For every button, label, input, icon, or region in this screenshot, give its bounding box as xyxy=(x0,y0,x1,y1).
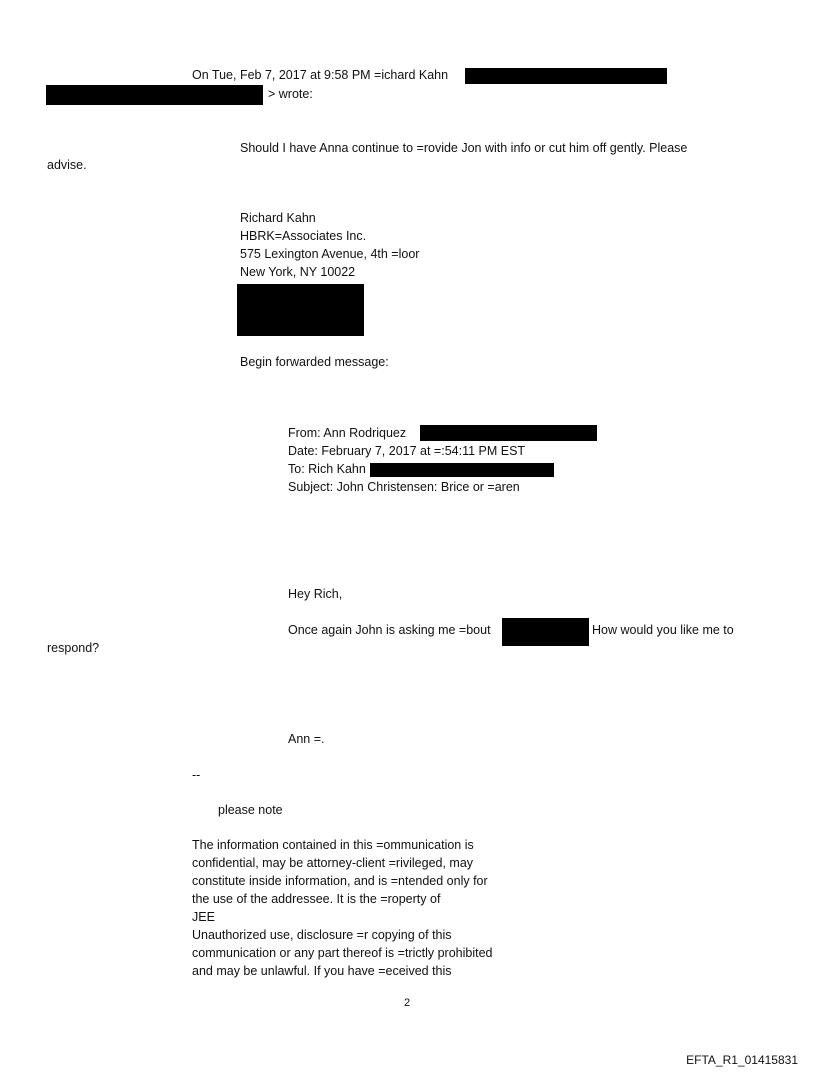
page-number: 2 xyxy=(404,997,411,1009)
disclaimer-line: communication or any part thereof is =trictly prohibited xyxy=(192,946,493,960)
forwarded-label: Begin forwarded message: xyxy=(240,355,389,369)
disclaimer-line: confidential, may be attorney-client =rivileged, may xyxy=(192,856,474,870)
disclaimer-line: constitute inside information, and is =ntended only for xyxy=(192,874,488,888)
redaction-box xyxy=(465,68,667,84)
disclaimer-line: and may be unlawful. If you have =eceived this xyxy=(192,964,452,978)
signature-address: 575 Lexington Avenue, 4th =loor xyxy=(240,247,420,261)
forward-greeting: Hey Rich, xyxy=(288,587,343,601)
forward-message-wrap: respond? xyxy=(47,641,100,655)
disclaimer-line: the use of the addressee. It is the =roperty of xyxy=(192,892,441,906)
separator-dashes: -- xyxy=(192,768,201,782)
forward-from: From: Ann Rodriquez xyxy=(288,426,407,440)
forward-message-part2: How would you like me to xyxy=(592,623,734,637)
redaction-box xyxy=(502,618,589,646)
signature-city: New York, NY 10022 xyxy=(240,265,356,279)
signature-name: Richard Kahn xyxy=(240,211,316,225)
signature-company: HBRK=Associates Inc. xyxy=(240,229,367,243)
redaction-box xyxy=(370,463,554,477)
forward-to: To: Rich Kahn xyxy=(288,462,366,476)
disclaimer-line: Unauthorized use, disclosure =r copying of this xyxy=(192,928,452,942)
disclaimer-note: please note xyxy=(218,803,283,817)
forward-sign-off: Ann =. xyxy=(288,732,325,746)
document-footer-id: EFTA_R1_01415831 xyxy=(686,1053,798,1067)
message-line-wrap: advise. xyxy=(47,158,87,172)
forward-message-part1: Once again John is asking me =bout xyxy=(288,623,491,637)
redaction-box xyxy=(46,85,263,105)
disclaimer-line: JEE xyxy=(192,910,215,924)
disclaimer-line: The information contained in this =ommunication is xyxy=(192,838,474,852)
message-line: Should I have Anna continue to =rovide Jon with info or cut him off gently. Please xyxy=(240,141,688,155)
quoted-header-wrote: > wrote: xyxy=(268,87,313,101)
forward-subject: Subject: John Christensen: Brice or =aren xyxy=(288,480,520,494)
redaction-box xyxy=(237,284,364,336)
forward-date: Date: February 7, 2017 at =:54:11 PM EST xyxy=(288,444,526,458)
redaction-box xyxy=(420,425,597,441)
quoted-header-line: On Tue, Feb 7, 2017 at 9:58 PM =ichard Kahn xyxy=(192,68,449,82)
